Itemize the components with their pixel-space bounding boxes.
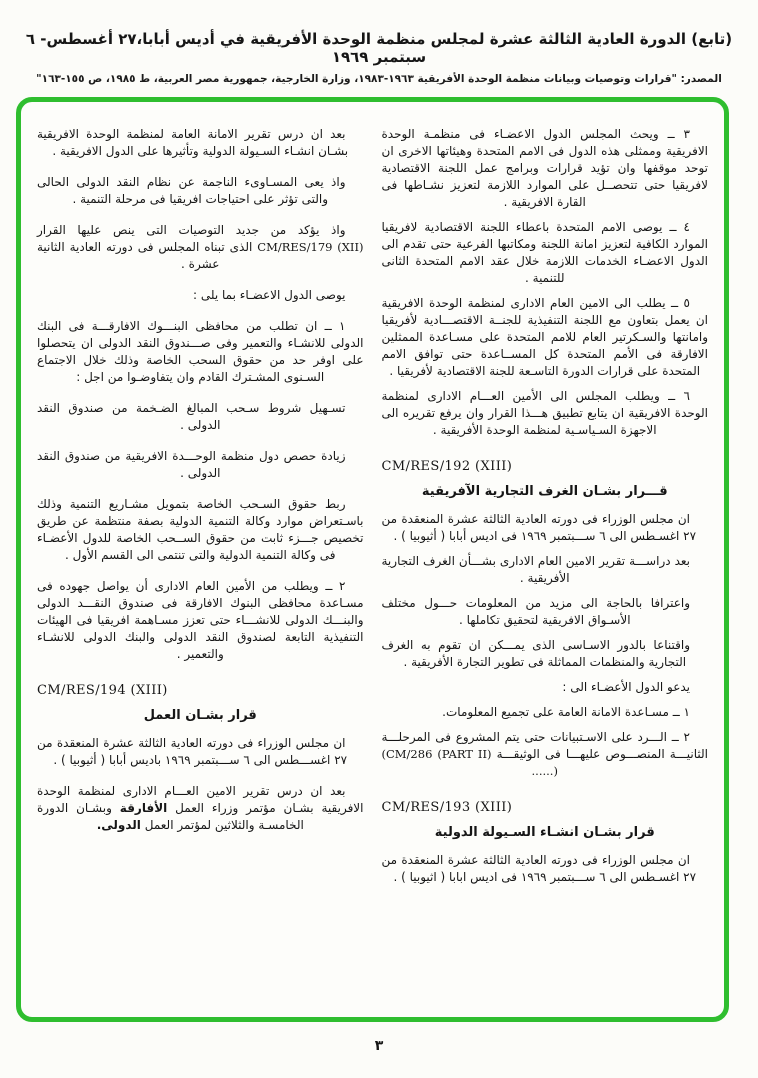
reaffirm-text-after: الذى تبناه المجلس فى دورته العادية الثانية عشرة . bbox=[37, 240, 253, 271]
paragraph-recommends-members: يوصى الدول الاعضـاء بما يلى : bbox=[193, 288, 346, 302]
list-item-2-reply-questionnaires bbox=[382, 729, 709, 780]
labour-text-international-bold: الدولى. bbox=[96, 818, 141, 832]
labour-text-c: وبشـان الدورة الخامسـة والثلاثين لمؤتمر العمل bbox=[37, 801, 304, 832]
resolution-heading-labour: قرار بشـان العمل bbox=[143, 708, 257, 723]
page-header bbox=[0, 30, 758, 85]
resolution-ref-cm-res-179: CM/RES/179 (XII) bbox=[257, 240, 364, 254]
list-item-1-bank-governors: ١ ــ ان تطلب من محافظى البنـــوك الافارقـــة فى البنك الدولى للانشـاء والتعمير وفى صـــندوق النقد الدولى ان يتحصلوا على اوفر حد من حقوق السحب الخاصة وذلك خلال الاجتماع السـنوى المشـترك القادم وان يتفاوضـوا من اجل : bbox=[37, 319, 364, 384]
resolution-heading-international-liquidity: قرار بشـان انشـاء السـيولة الدولية bbox=[434, 825, 655, 840]
document-title: (تابع) الدورة العادية الثالثة عشرة لمجلس منظمة الوحدة الأفريقية في أديس أبابا،٢٧ أغسطس- ٦ سبتمبر ١٩٦٩ bbox=[25, 30, 733, 66]
resolution-ref-cm-res-194: CM/RES/194 (XIII) bbox=[37, 683, 168, 698]
left-column bbox=[37, 126, 364, 1009]
paragraph-after-study-liquidity-report: بعد ان درس تقرير الامانة العامة لمنظمة الوحدة الافريقية بشـان انشـاء السـيولة الدولية وتأثيرها على الدول الافريقية . bbox=[37, 127, 349, 158]
list-item-1-assist-secretariat: ١ ــ مسـاعدة الامانة العامة على تجميع المعلومات. bbox=[442, 705, 690, 719]
labour-text-a: بعد ان درس تقرير الامين العـــام الادارى لمنظمة الوحدة الافريقية بشـان مؤتمر وزراء العمل bbox=[37, 784, 364, 815]
resolution-ref-cm-res-192: CM/RES/192 (XIII) bbox=[381, 459, 513, 474]
paragraph-session-intro-193: ان مجلس الوزراء فى دورته العادية الثالثة عشرة المنعقدة من ٢٧ اغسـطس الى ٦ ســـبتمبر ١٩٦٩ فى اديس ابابا ( اثيوبيا ) . bbox=[381, 853, 697, 884]
resolution-heading-african-chambers-of-commerce: قـــرار بشـان الغرف التجارية الآفريقية bbox=[421, 484, 668, 499]
reaffirm-text-before: واذ يؤكد من جديد التوصيات التى ينص عليها القرار bbox=[37, 223, 346, 237]
list-item-2-secretary-general-efforts: ٢ ــ ويطلب من الأمين العام الادارى أن يواصل جهوده فى مسـاعدة محافظى البنوك الافارقة فى صندوق النقـــد الدولى والبنـــك الدولى للانشـــاء حتى تعزز مسـاهمة افريقيا فى الهيئات التنفيذية التابعة لصندوق النقد الدولى والبنك الدولى للانشـاء والتعمير . bbox=[37, 579, 364, 661]
green-bordered-content-box bbox=[16, 97, 729, 1022]
two-column-layout bbox=[37, 126, 708, 1009]
paragraph-resolution-point-4: ٤ ــ يوصى الامم المتحدة باعطاء اللجنة الاقتصادية لافريقيا الموارد الكافية لتعزيز امانة اللجنة ومكاتبها الفرعية حتى تقدم الى الدول الاعضـاء الخدمات اللازمة خلال عقد الامم المتحدة الثانى للتنمية . bbox=[381, 220, 708, 285]
paragraph-session-intro: ان مجلس الوزراء فى دورته العادية الثالثة عشرة المنعقدة من ٢٧ اغسـطس الى ٦ ســـبتمبر ١٩٦٩ فى اديس أبابا ( أثيوبيا ) . bbox=[381, 512, 697, 543]
resolution-ref-cm-res-193: CM/RES/193 (XIII) bbox=[381, 800, 513, 815]
sub-item-facilitate-drawing: تسـهيل شروط سـحب المبالغ الضـخمة من صندوق النقد الدولى . bbox=[37, 401, 346, 432]
page-number: ٣ bbox=[374, 1038, 384, 1054]
paragraph-resolution-point-5: ٥ ــ يطلب الى الامين العام الادارى لمنظمة الوحدة الافريقية ان يعمل بتعاون مع اللجنة التنفيذية للجنــة الاقتصـــادية لأفريقيا وامانتها والسـكرتير العام للامم المتحدة على مسـاعدة الممثلين الافارقة فى الأمم المتحدة كل المســاعدة حتى توافق الامم المتحدة على قرارات الدورة التاسـعة للجنة الاقتصادية لأفريقيا . bbox=[381, 296, 708, 378]
paragraph-resolution-point-3: ٣ ــ ويحث المجلس الدول الاعضـاء فى منظمـة الوحدة الافريقية وممثلى هذه الدول فى الامم المتحدة وهيئاتها الاخرى ان توحد موقفها وان تؤيد قرارات وبرامج عمل اللجنة الاقتصادية لافريقيا حتى تتحصــل على الموارد اللازمة لتعزيز نشـاطها فى القارة الافريقية . bbox=[381, 127, 708, 209]
paragraph-session-intro-194: ان مجلس الوزراء فى دورته العادية الثالثة عشرة المنعقدة من ٢٧ اغســـطس الى ٦ ســـبتمبر ١٩٦٩ باديس أبابا ( أثيوبيا ) . bbox=[37, 736, 348, 767]
sub-item-increase-quotas: زيادة حصص دول منظمة الوحـــدة الافريقية من صندوق النقد الدولى . bbox=[37, 449, 346, 480]
paragraph-resolution-point-6: ٦ ــ ويطلب المجلس الى الأمين العـــام الادارى لمنظمة الوحدة الافريقية ان يتابع تطبيق هـــذا القرار وان يرفع تقريره الى الاجهزة السـياسـية لمنظمة الوحدة الأفريقية . bbox=[381, 389, 708, 437]
list-item-2-arabic-text: ٢ ــ الـــرد على الاسـتبيانات حتى يتم المشروع فى المرحلـــة الثانيـــة المنصـــوص عليهـــا فى الوثيقـــة bbox=[381, 730, 708, 761]
sub-item-link-drawing-rights: ربط حقوق السـحب الخاصة بتمويل مشـاريع التنمية وذلك باسـتعراض موارد وكالة التنمية الدولية بصفة منتظمة عن طريق تخصيص جـــزء ثابت من حقوق الســحب الخاصة للدول الأعضـاء فى وكالة التنمية الدولية والتى تنتمى الى القسم الأول . bbox=[37, 497, 364, 562]
paragraph-aware-monetary-system: واذ يعى المسـاوىء الناجمة عن نظام النقد الدولى الحالى والتى تؤثر على احتياجات افريقيا فى مرحلة التنمية . bbox=[37, 175, 346, 206]
document-source-citation: المصدر: "قرارات وتوصيات وبيانات منظمة الوحدة الأفريقية ١٩٦٣-١٩٨٣، وزارة الخارجية، جمهورية مصر العربية، ط ١٩٨٥، ص ١٥٥-١٦٣" bbox=[36, 73, 722, 85]
paragraph-invites-members: يدعو الدول الأعضـاء الى : bbox=[562, 680, 690, 694]
paragraph-after-study: بعد دراســـة تقرير الامين العام الادارى بشـــأن الغرف التجارية الأفريقية . bbox=[381, 554, 690, 585]
right-column bbox=[382, 126, 709, 1009]
labour-text-african-bold: الأفارقة bbox=[119, 801, 168, 815]
paragraph-convinced-role: واقتناعا بالدور الاسـاسى الذى يمـــكن ان تقوم به الغرف التجارية والمنظمات المماثلة فى تطوير التجارة الأفريقية . bbox=[381, 638, 690, 669]
paragraph-recognizing-need: واعترافا بالحاجة الى مزيد من المعلومات حـــول مختلف الأسـواق الافريقية لتحقيق تكاملها . bbox=[381, 596, 690, 627]
paragraph-reaffirming-resolution-179 bbox=[37, 222, 364, 273]
document-ref-cm-286: (CM/286 (PART II) ......) bbox=[381, 747, 558, 778]
paragraph-labour-conference bbox=[37, 783, 364, 834]
